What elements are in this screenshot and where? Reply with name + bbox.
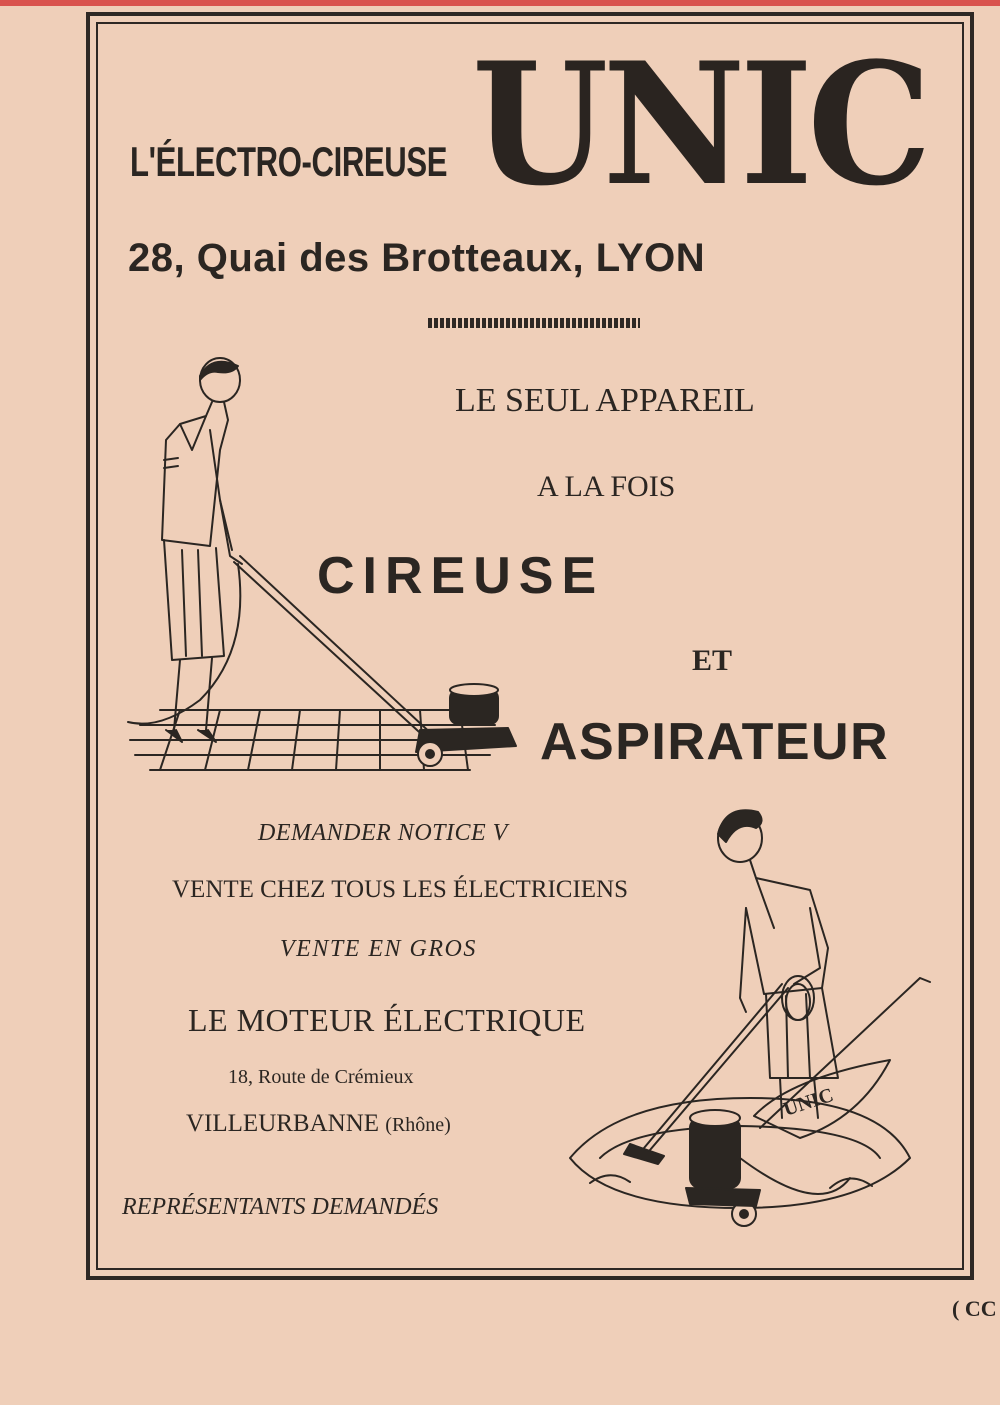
polisher-woman-illustration xyxy=(120,350,510,800)
company-name: LE MOTEUR ÉLECTRIQUE xyxy=(188,1002,586,1038)
representatives-wanted: REPRÉSENTANTS DEMANDÉS xyxy=(122,1194,439,1220)
page-top-edge xyxy=(0,0,1000,6)
company-city xyxy=(186,1110,451,1138)
brand-logo: UNIC xyxy=(472,25,927,223)
city-name: VILLEURBANNE xyxy=(186,1110,380,1137)
headline-aspirateur: ASPIRATEUR xyxy=(540,713,890,771)
region-name: (Rhône) xyxy=(385,1114,451,1136)
product-kicker: L'ÉLECTRO-CIREUSE xyxy=(130,138,448,185)
headline-a-la-fois: A LA FOIS xyxy=(537,470,676,503)
headline-cireuse: CIREUSE xyxy=(317,547,605,605)
vacuum-woman-illustration xyxy=(560,798,920,1238)
notice-request: DEMANDER NOTICE V xyxy=(258,820,508,846)
machine-brand-label: UNIC xyxy=(780,1084,837,1121)
ornamental-divider xyxy=(428,318,640,328)
address-line: 28, Quai des Brotteaux, LYON xyxy=(128,236,706,280)
wholesale-sales: VENTE EN GROS xyxy=(280,936,477,962)
company-street: 18, Route de Crémieux xyxy=(228,1066,414,1088)
continuation-mark: ( CC xyxy=(952,1296,997,1321)
headline-et: ET xyxy=(692,644,733,677)
headline-seul-appareil: LE SEUL APPAREIL xyxy=(455,382,755,419)
retail-sales: VENTE CHEZ TOUS LES ÉLECTRICIENS xyxy=(172,876,629,903)
